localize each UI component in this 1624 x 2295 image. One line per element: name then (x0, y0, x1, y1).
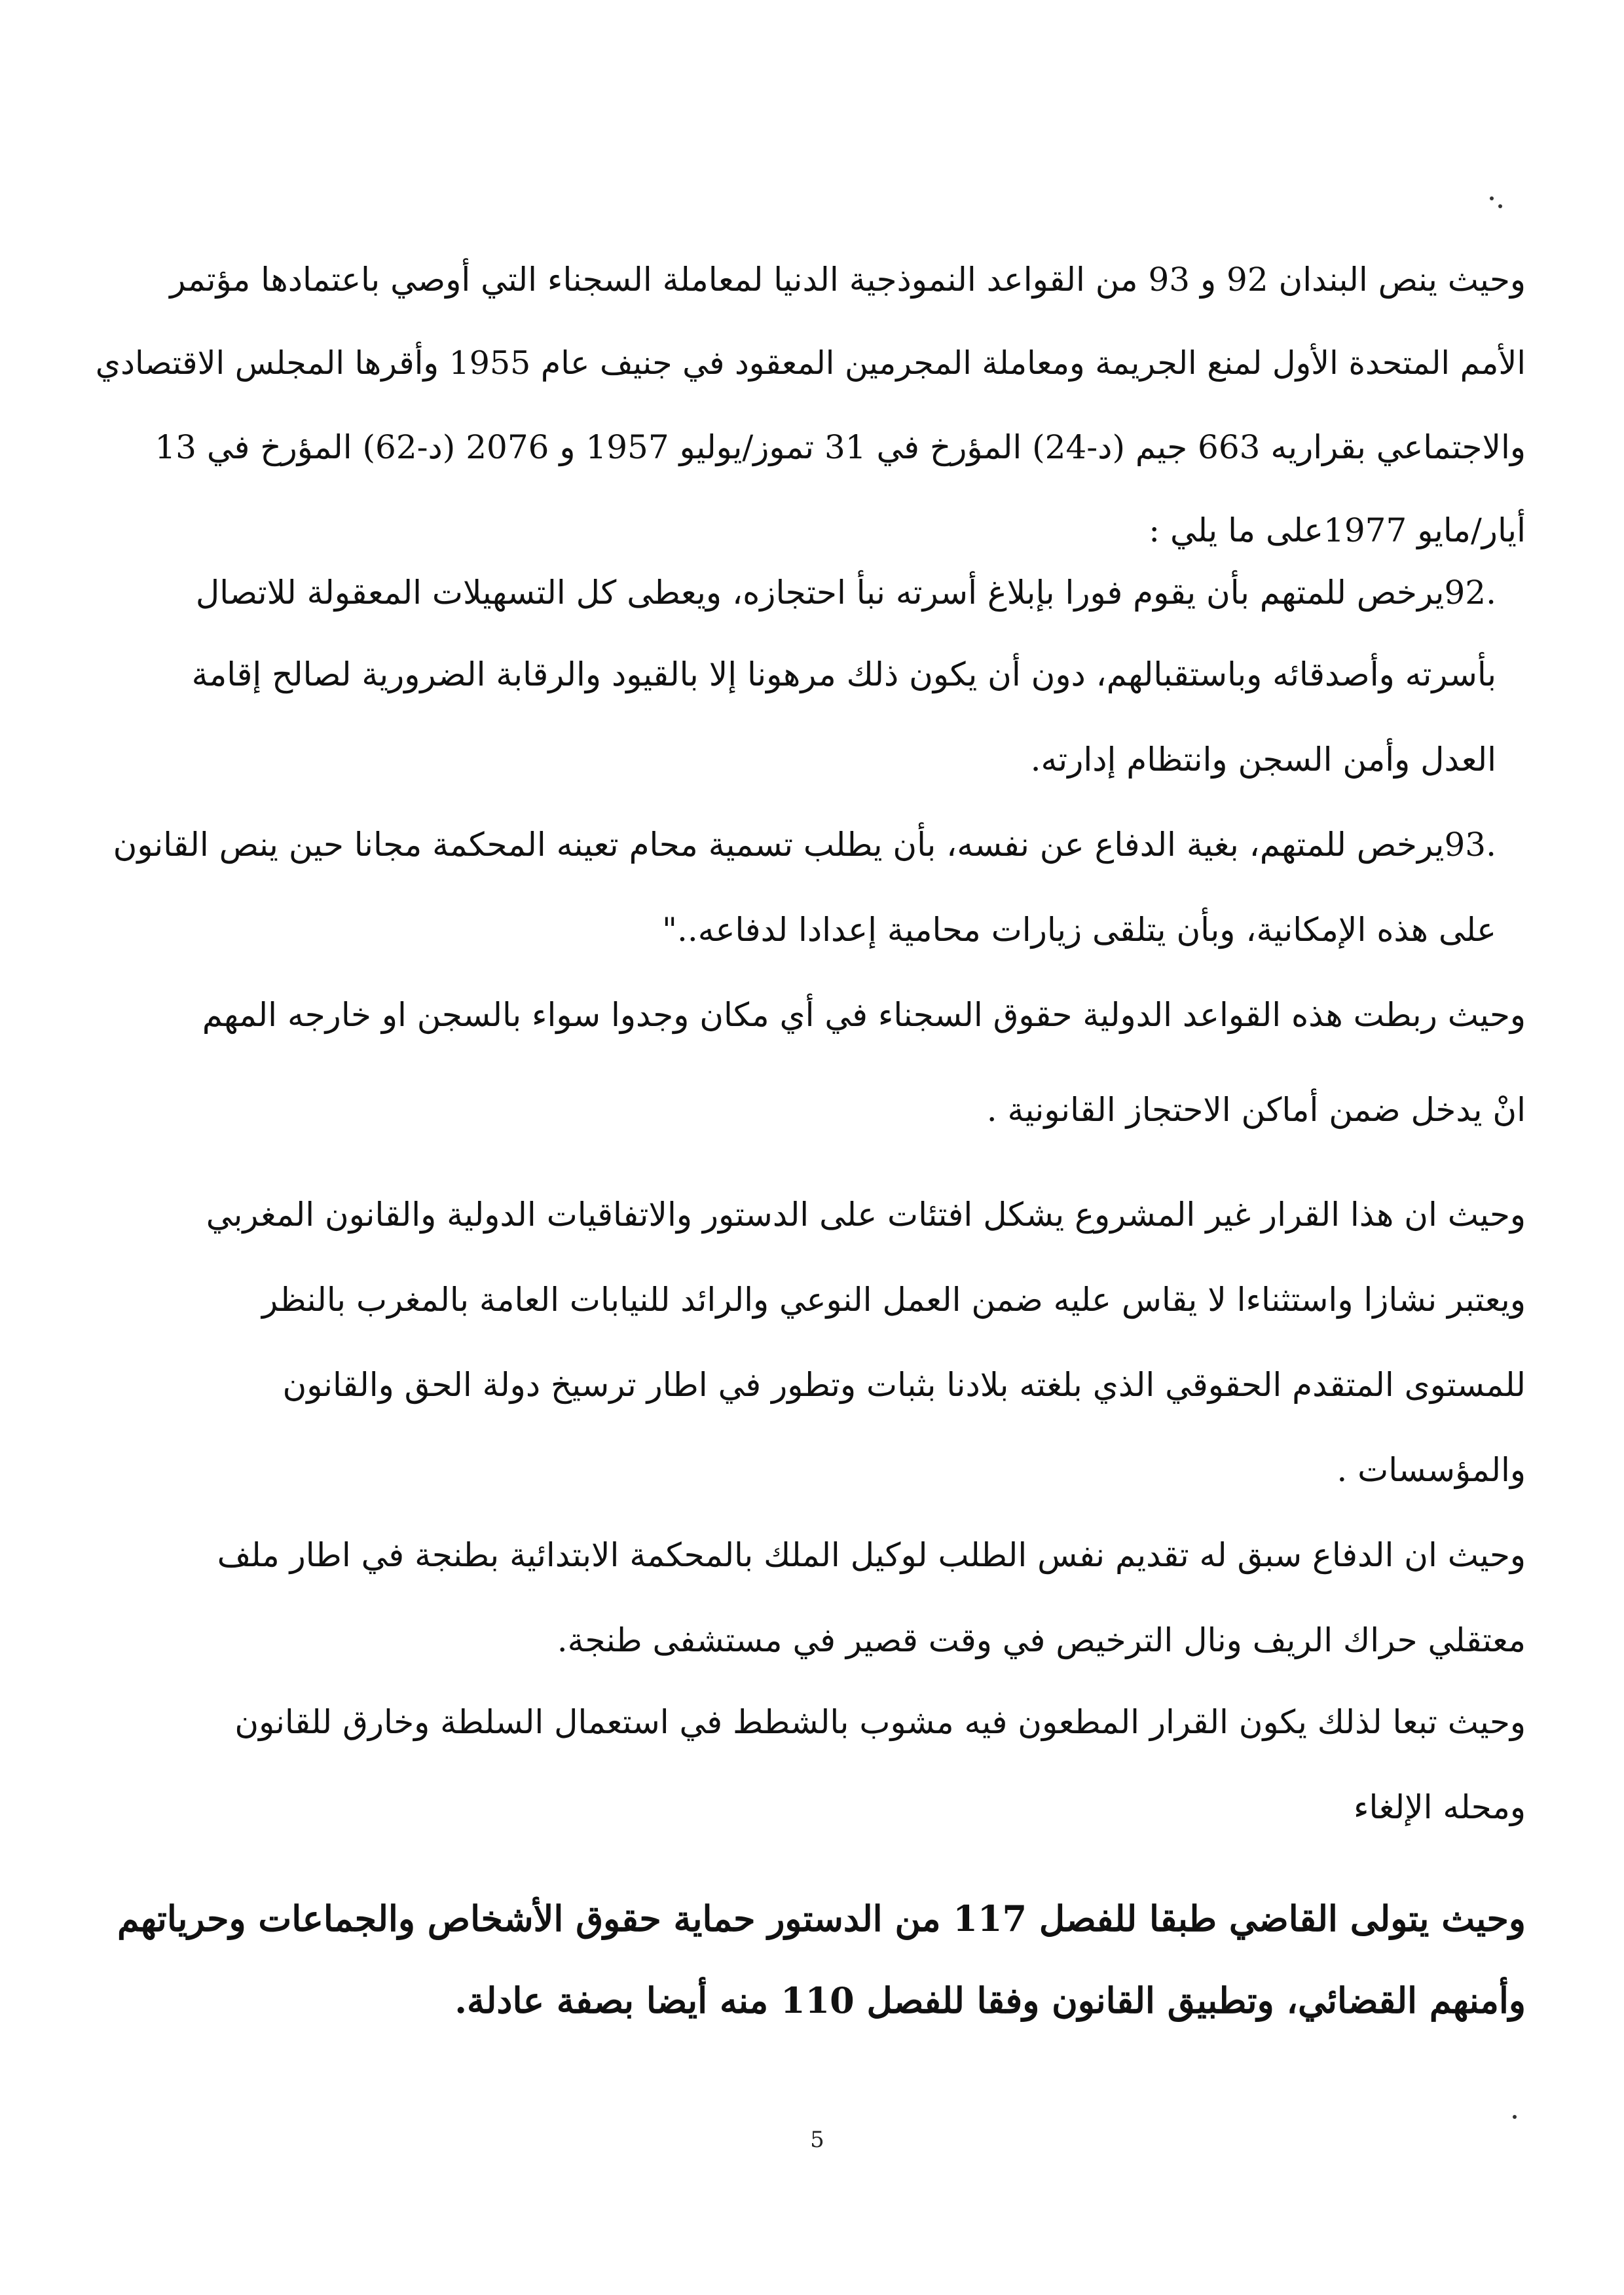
paragraph-2-line-2: بأسرته وأصدقائه وباستقبالهم، دون أن يكون ذلك مرهونا إلا بالقيود والرقابة الضرورية لصالح إقامة (191, 655, 1496, 693)
paragraph-3-line-2: على هذه الإمكانية، وبأن يتلقى زيارات محامية إعدادا لدفاعه.." (662, 911, 1496, 949)
paragraph-3-line-1: .93يرخص للمتهم، بغية الدفاع عن نفسه، بأن يطلب تسمية محام تعينه المحكمة مجانا حين ينص القانون (113, 826, 1496, 864)
paragraph-7-line-2: ومحله الإلغاء (1354, 1788, 1526, 1826)
paragraph-7-line-1: وحيث تبعا لذلك يكون القرار المطعون فيه مشوب بالشطط في استعمال السلطة وخارق للقانون (234, 1703, 1526, 1741)
page-number: 5 (810, 2127, 824, 2153)
paragraph-5-line-2: ويعتبر نشازا واستثناءا لا يقاس عليه ضمن العمل النوعي والرائد للنيابات العامة بالمغرب بالنظر (261, 1281, 1526, 1319)
paragraph-8-line-2: وأمنهم القضائي، وتطبيق القانون وفقا للفصل 110 منه أيضا بصفة عادلة. (454, 1979, 1526, 2021)
paragraph-5-line-4: والمؤسسات . (1337, 1451, 1526, 1489)
paragraph-5-line-1: وحيث ان هذا القرار غير المشروع يشكل افتئات على الدستور والاتفاقيات الدولية والقانون المغربي (206, 1196, 1526, 1234)
paragraph-8-line-1: وحيث يتولى القاضي طبقا للفصل 117 من الدستور حماية حقوق الأشخاص والجماعات وحرياتهم (117, 1898, 1526, 1939)
paragraph-5-line-3: للمستوى المتقدم الحقوقي الذي بلغته بلادنا بثبات وتطور في اطار ترسيخ دولة الحق والقانون (282, 1366, 1526, 1404)
paragraph-2-line-1: .92يرخص للمتهم بأن يقوم فورا بإبلاغ أسرته نبأ احتجازه، ويعطى كل التسهيلات المعقولة للاتصال (195, 574, 1496, 612)
paragraph-6-line-1: وحيث ان الدفاع سبق له تقديم نفس الطلب لوكيل الملك بالمحكمة الابتدائية بطنجة في اطار ملف (217, 1536, 1526, 1574)
paragraph-1-line-2: الأمم المتحدة الأول لمنع الجريمة ومعاملة المجرمين المعقود في جنيف عام 1955 وأقرها المجلس الاقتصادي (95, 344, 1526, 382)
paragraph-1-line-3: والاجتماعي بقراريه 663 جيم (د-24) المؤرخ في 31 تموز/يوليو 1957 و 2076 (د-62) المؤرخ في 13 (155, 428, 1526, 466)
paragraph-1-line-4: أيار/مايو 1977على ما يلي : (1149, 511, 1526, 549)
paragraph-2-line-3: العدل وأمن السجن وانتظام إدارته. (1030, 741, 1496, 779)
paragraph-4-line-2: انْ يدخل ضمن أماكن الاحتجاز القانونية . (986, 1091, 1526, 1129)
scan-speck (1513, 2115, 1517, 2119)
paragraph-6-line-2: معتقلي حراك الريف ونال الترخيص في وقت قصير في مستشفى طنجة. (557, 1621, 1526, 1659)
paragraph-1-line-1: وحيث ينص البندان 92 و 93 من القواعد النموذجية الدنيا لمعاملة السجناء التي أوصي باعتمادها مؤتمر (170, 261, 1526, 299)
scan-speck (1490, 196, 1494, 200)
scan-speck (1498, 204, 1502, 208)
paragraph-4-line-1: وحيث ربطت هذه القواعد الدولية حقوق السجناء في أي مكان وجدوا سواء بالسجن او خارجه المهم (202, 996, 1526, 1034)
